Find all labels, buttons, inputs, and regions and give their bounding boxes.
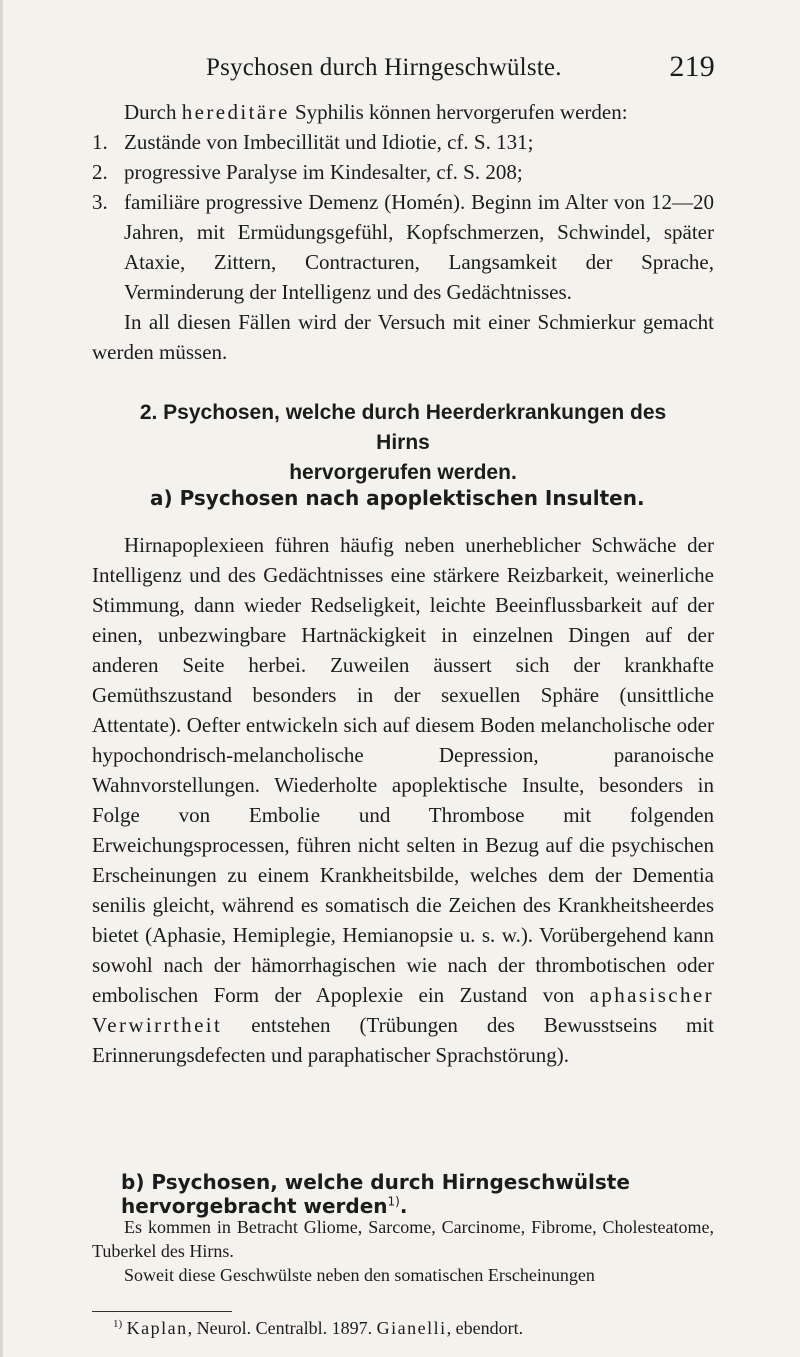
list-item: 3. familiäre progressive Demenz (Homén). Beginn im Alter von 12—20 Jahren, mit Ermüdungsgefühl, Kopfschmerzen, Schwindel, später Ataxie, Zittern, Contracturen, Langsamkeit der Sprache, Verminderung der Intelligenz und des Gedächtnisses. xyxy=(92,190,714,304)
subsection-heading-b: b) Psychosen, welche durch Hirngeschwülste hervorgebracht werden$^{1)}$. xyxy=(121,1170,630,1218)
running-title: Psychosen durch Hirngeschwülste. xyxy=(206,54,562,81)
footnote-rule xyxy=(92,1311,232,1312)
paragraph: Hirnapoplexieen führen häufig neben unerheblicher Schwäche der Intelligenz und des Gedächtnisses eine stärkere Reizbarkeit, weinerliche Stimmung, dann wieder Redseligkeit, leichte Beeinflussbarkeit auf der einen, unbezwingbare Hartnäckigkeit in einzelnen Dingen auf der anderen Seite herbei. Zuweilen äussert sich der krankhafte Gemüthszustand besonders in der sexuellen Sphäre (unsittliche Attentate). Oefter entwickeln sich auf diesem Boden melancholische oder hypochondrisch-melancholische Depression, paranoische Wahnvorstellungen. Wiederholte apoplektische Insulte, besonders in Folge von Embolie und Thrombose mit folgenden Erweichungsprocessen, führen nicht selten in Bezug auf die psychischen Erscheinungen zu einem Krankheitsbilde, welches dem der Dementia senilis gleicht, während es somatisch die Zeichen des Krankheitsheerdes bietet (Aphasie, Hemiplegie, Hemianopsie u. s. w.). Vorübergehend kann sowohl nach der hämorrhagischen wie nach der thrombotischen oder embolischen Form der Apoplexie ein Zustand von aphasischer Verwirrtheit entstehen (Trübungen des Bewusstseins mit Erinnerungsdefecten und paraphatischer Sprachstörung). xyxy=(92,533,714,1067)
paragraph: Es kommen in Betracht Gliome, Sarcome, Carcinome, Fibrome, Cholesteatome, Tuberkel des Hirns. xyxy=(92,1217,714,1261)
paragraph: In all diesen Fällen wird der Versuch mit einer Schmierkur gemacht werden müssen. xyxy=(92,310,714,364)
subsection-heading-a: a) Psychosen nach apoplektischen Insulten. xyxy=(150,486,645,510)
section-heading: 2. Psychosen, welche durch Heerderkrankungen des Hirns hervorgerufen werden. xyxy=(139,401,667,484)
footnote-ref: 1) xyxy=(387,1194,400,1209)
cause-list xyxy=(92,127,714,307)
paragraph: Soweit diese Geschwülste neben den somatischen Erscheinungen xyxy=(124,1265,595,1285)
list-item: 2. progressive Paralyse im Kindesalter, cf. S. 208; xyxy=(92,160,523,184)
list-item: 1. Zustände von Imbecillität und Idiotie, cf. S. 131; xyxy=(92,130,534,154)
intro-line: Durch hereditäre Syphilis können hervorgerufen werden: xyxy=(124,100,628,124)
emphasis-spaced: hereditäre xyxy=(181,100,290,124)
emphasis-spaced: aphasischer Verwirrtheit xyxy=(92,983,714,1037)
footnote: $^{1)}$ Kaplan, Neurol. Centralbl. 1897. Gianelli, ebendort. xyxy=(113,1318,524,1338)
page-number: 219 xyxy=(669,50,715,83)
